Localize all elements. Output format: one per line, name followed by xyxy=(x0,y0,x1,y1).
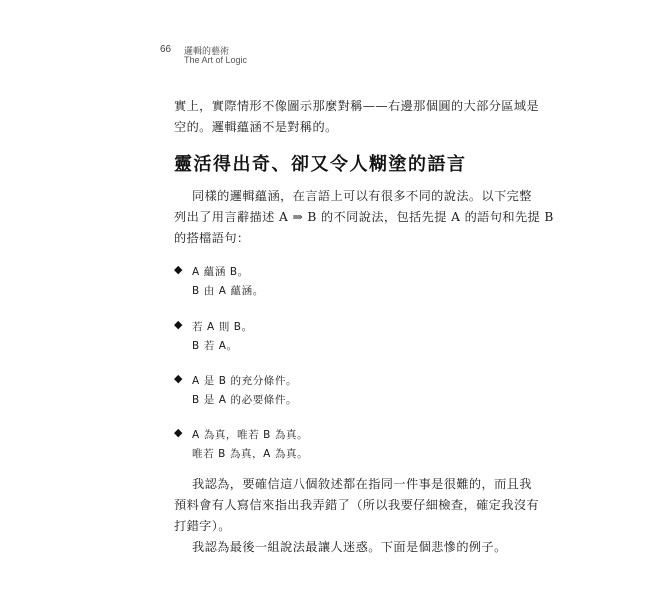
statement-4b: 唯若 B 為真，A 為真。 xyxy=(192,448,309,460)
statement-2b: B 若 A。 xyxy=(192,340,238,352)
para2-line-1: 我認為，要確信這八個敘述都在指同一件事是很難的，而且我 xyxy=(192,477,532,491)
bullet-icon: ◆ xyxy=(174,263,183,276)
bullet-icon: ◆ xyxy=(174,318,183,331)
statement-1a: A 蘊涵 B。 xyxy=(192,266,249,278)
section-heading: 靈活得出奇、卻又令人糊塗的語言 xyxy=(174,154,467,175)
para1-line-3: 的搭檔語句： xyxy=(174,231,250,245)
intro-line-1: 實上，實際情形不像圖示那麼對稱——右邊那個圓的大部分區域是 xyxy=(174,99,540,113)
bullet-icon: ◆ xyxy=(174,372,183,385)
statement-1b: B 由 A 蘊涵。 xyxy=(192,285,264,297)
para1-line-2: 列出了用言辭描述 A ⇒ B 的不同說法，包括先提 A 的語句和先提 B xyxy=(174,210,554,224)
statement-3b: B 是 A 的必要條件。 xyxy=(192,394,298,406)
bullet-icon: ◆ xyxy=(174,426,183,439)
book-title-chinese: 邏輯的藝術 xyxy=(184,47,230,57)
intro-line-2: 空的。邏輯蘊涵不是對稱的。 xyxy=(174,120,338,134)
para2-line-3: 打錯字）。 xyxy=(174,519,231,533)
statement-4a: A 為真，唯若 B 為真。 xyxy=(192,429,309,441)
statement-3a: A 是 B 的充分條件。 xyxy=(192,375,298,387)
para2-line-2: 預料會有人寫信來指出我弄錯了（所以我要仔細檢查，確定我沒有 xyxy=(174,498,540,512)
page-number: 66 xyxy=(160,44,172,55)
para1-line-1: 同樣的邏輯蘊涵，在言語上可以有很多不同的說法。以下完整 xyxy=(192,189,532,203)
book-title-english: The Art of Logic xyxy=(184,55,248,65)
statement-2a: 若 A 則 B。 xyxy=(192,321,253,333)
para3-line-1: 我認為最後一組說法最讓人迷惑。下面是個悲慘的例子。 xyxy=(192,540,507,554)
